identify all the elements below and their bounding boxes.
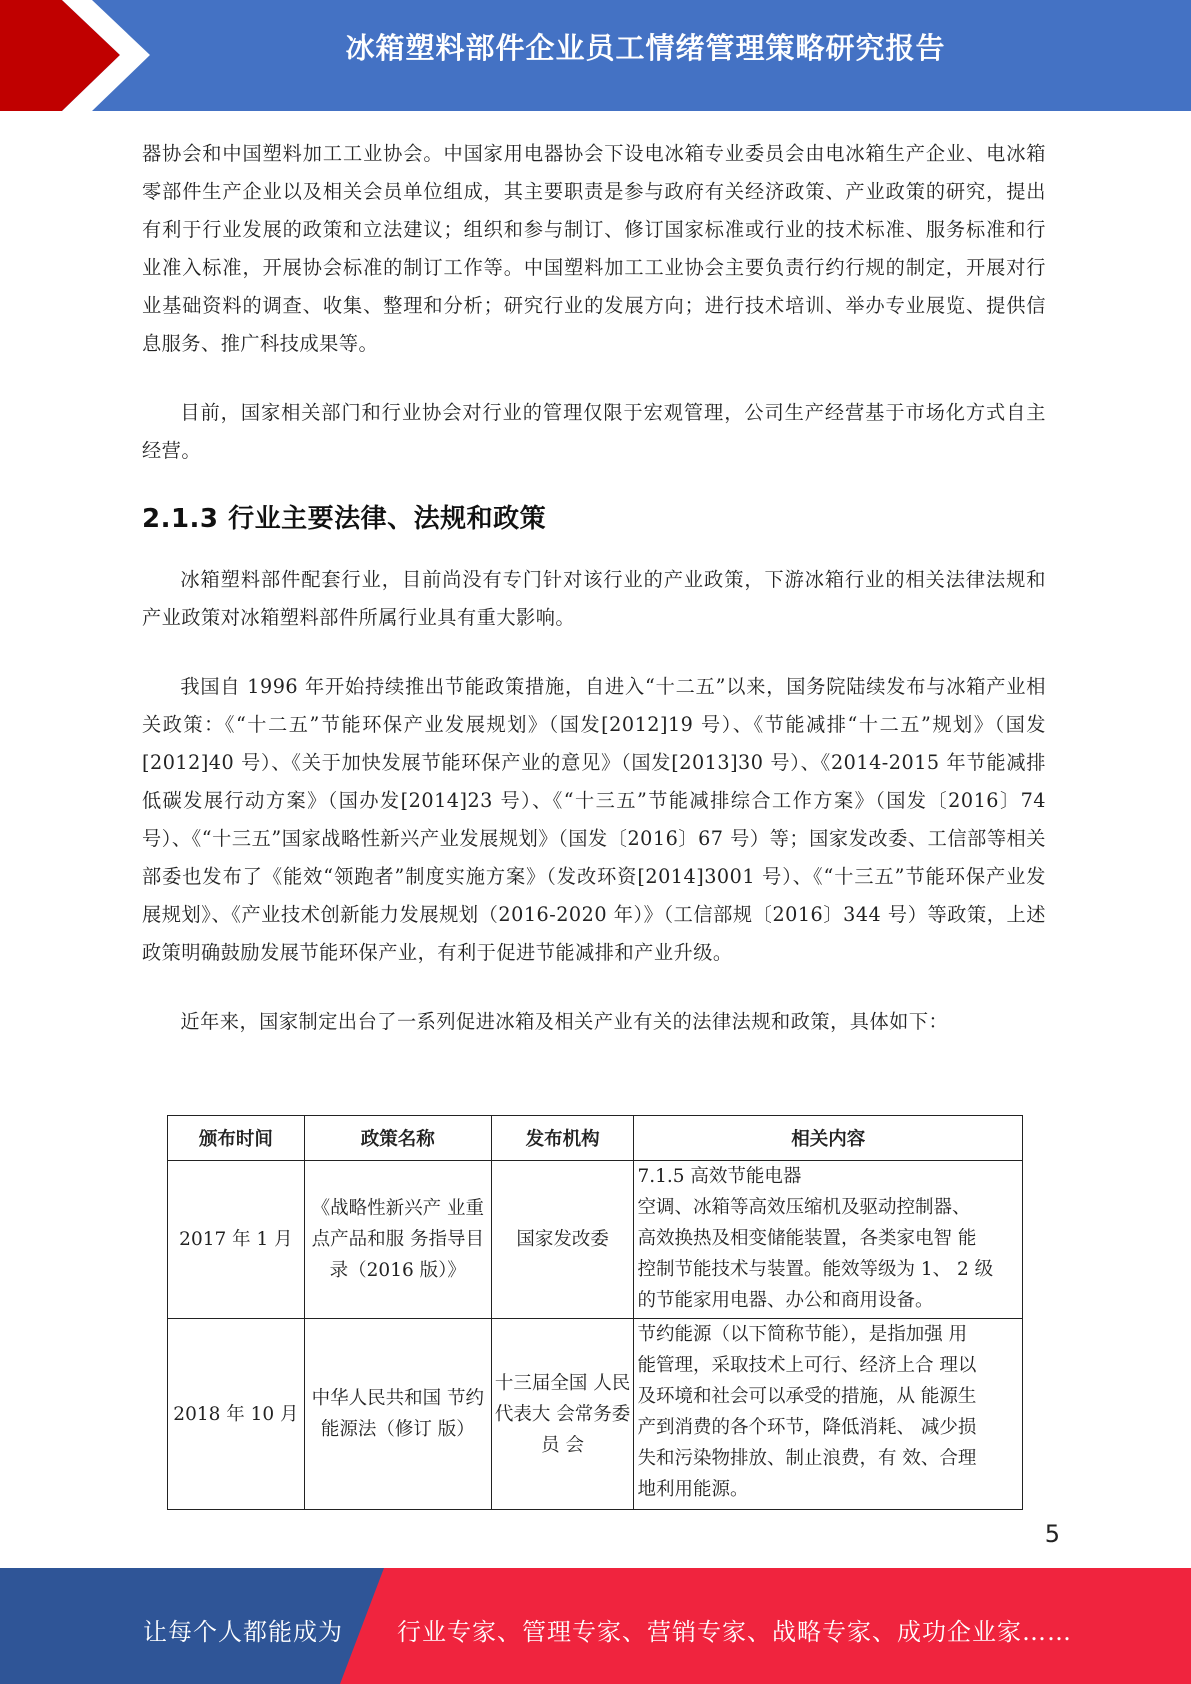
- page-header: [0, 0, 1191, 111]
- content-line: 产到消费的各个环节，降低消耗、 减少损: [637, 1417, 977, 1438]
- page-footer: [0, 1568, 1191, 1684]
- content-line: 节约能源（以下简称节能），是指加强 用: [637, 1324, 968, 1345]
- content-line: 地利用能源。: [637, 1479, 749, 1500]
- content-line: 的节能家用电器、办公和商用设备。: [637, 1290, 934, 1311]
- column-header-agency: 发布机构: [491, 1116, 634, 1161]
- header-title: 冰箱塑料部件企业员工情绪管理策略研究报告: [345, 31, 946, 65]
- content-line: 7.1.5 高效节能电器: [637, 1166, 802, 1187]
- column-header-content: 相关内容: [634, 1116, 1023, 1161]
- footer-slogan-left: 让每个人都能成为: [143, 1618, 343, 1646]
- table-header-row: [168, 1116, 1023, 1161]
- content-line: 高效换热及相变储能装置，各类家电智 能: [637, 1228, 977, 1249]
- footer-slogan-right: 行业专家、管理专家、营销专家、战略专家、成功企业家……: [397, 1618, 1072, 1646]
- paragraph-associations: 器协会和中国塑料加工工业协会。中国家用电器协会下设电冰箱专业委员会由电冰箱生产企业、电冰箱零部件生产企业以及相关会员单位组成，其主要职责是参与政府有关经济政策、产业政策的研究，提出有利于行业发展的政策和立法建议；组织和参与制订、修订国家标准或行业的技术标准、服务标准和行业准入标准，开展协会标准的制订工作等。中国塑料加工工业协会主要负责行约行规的制定，开展对行业基础资料的调查、收集、整理和分析；研究行业的发展方向；进行技术培训、举办专业展览、提供信息服务、推广科技成果等。: [142, 142, 1046, 355]
- content-line: 空调、冰箱等高效压缩机及驱动控制器、: [637, 1197, 971, 1218]
- cell-policy-name: 《战略性新兴产 业重点产品和服 务指导目录（2016 版）》: [304, 1161, 491, 1319]
- content-line: 控制节能技术与装置。能效等级为 1、 2 级: [637, 1259, 994, 1280]
- content-line: 能管理，采取技术上可行、经济上合 理以: [637, 1355, 977, 1376]
- cell-date: 2018 年 10 月: [168, 1319, 305, 1510]
- section-heading: 2.1.3 行业主要法律、法规和政策: [142, 504, 547, 534]
- policy-table: [167, 1115, 1023, 1510]
- cell-policy-name: 中华人民共和国 节约能源法（修订 版）: [304, 1319, 491, 1510]
- column-header-name: 政策名称: [304, 1116, 491, 1161]
- table-row: [168, 1161, 1023, 1319]
- content-line: 失和污染物排放、制止浪费，有 效、合理: [637, 1448, 977, 1469]
- cell-date: 2017 年 1 月: [168, 1161, 305, 1319]
- column-header-date: 颁布时间: [168, 1116, 305, 1161]
- paragraph-energy-policies: 我国自 1996 年开始持续推出节能政策措施，自进入“十二五”以来，国务院陆续发布与冰箱产业相关政策：《“十二五”节能环保产业发展规划》（国发[2012]19 号）、《节能减排“十二五”规划》（国发[2012]40 号）、《关于加快发展节能环保产业的意见》（国发[2013]30 号）、《2014-2015 年节能减排低碳发展行动方案》（国办发[2014]23 号）、《“十三五”节能减排综合工作方案》（国发〔2016〕74 号）、《“十三五”国家战略性新兴产业发展规划》（国发〔2016〕67 号）等；国家发改委、工信部等相关部委也发布了《能效“领跑者”制度实施方案》（发改环资[2014]3001 号）、《“十三五”节能环保产业发展规划》、《产业技术创新能力发展规划（2016-2020 年）》（工信部规〔2016〕344 号）等政策，上述政策明确鼓励发展节能环保产业，有利于促进节能减排和产业升级。: [142, 675, 1046, 964]
- table-row: [168, 1319, 1023, 1510]
- cell-content: [634, 1161, 1023, 1319]
- paragraph-table-intro: 近年来，国家制定出台了一系列促进冰箱及相关产业有关的法律法规和政策，具体如下：: [180, 1010, 949, 1033]
- paragraph-industry-policy: 冰箱塑料部件配套行业，目前尚没有专门针对该行业的产业政策，下游冰箱行业的相关法律法规和产业政策对冰箱塑料部件所属行业具有重大影响。: [142, 568, 1046, 629]
- cell-content: [634, 1319, 1023, 1510]
- content-line: 及环境和社会可以承受的措施，从 能源生: [637, 1386, 977, 1407]
- page-number: 5: [1044, 1520, 1060, 1548]
- cell-agency: 国家发改委: [491, 1161, 634, 1319]
- main-content: [142, 135, 1046, 1041]
- cell-agency: 十三届全国 人民代表大 会常务委员 会: [491, 1319, 634, 1510]
- paragraph-management: 目前，国家相关部门和行业协会对行业的管理仅限于宏观管理，公司生产经营基于市场化方式自主经营。: [142, 401, 1046, 462]
